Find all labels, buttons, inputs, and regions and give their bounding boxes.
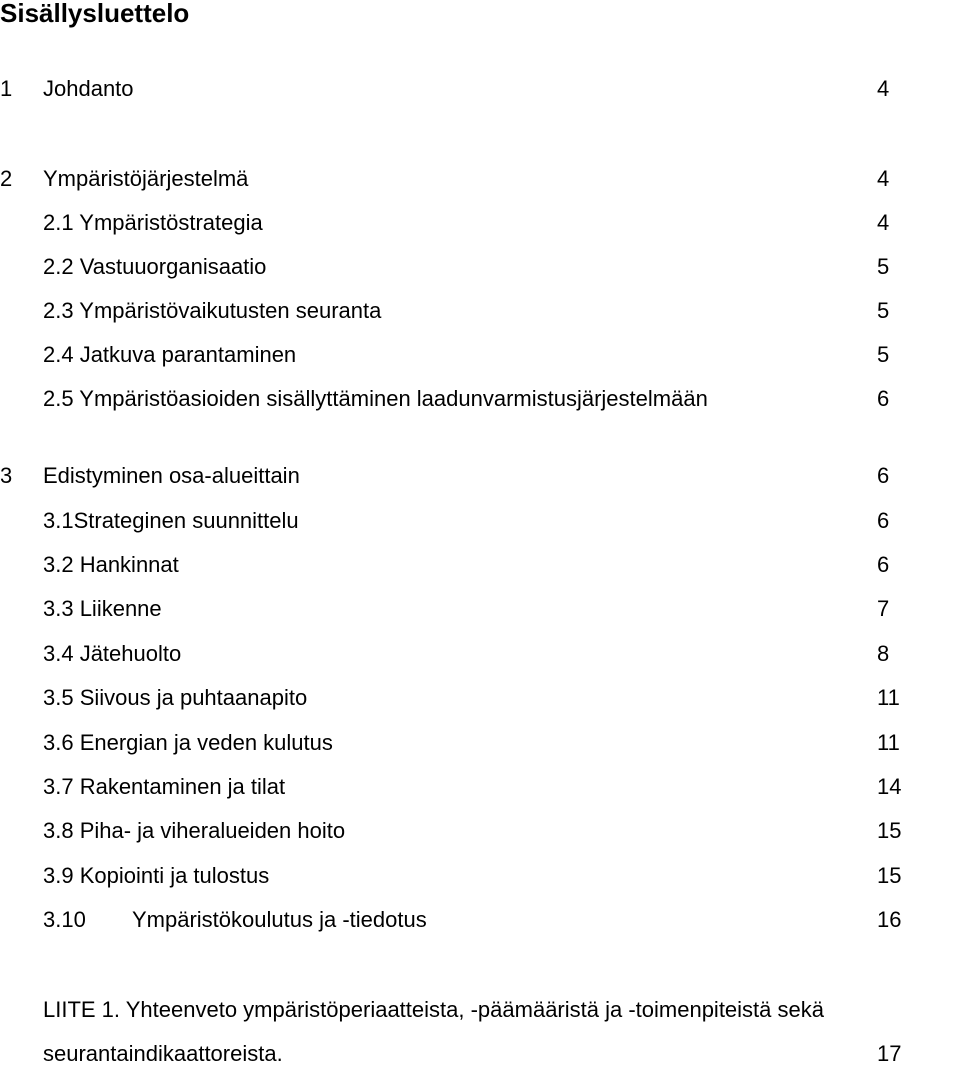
toc-entry-number: 3.10: [43, 907, 86, 932]
toc-entry-page: 15: [877, 863, 902, 888]
toc-entry-label: Edistyminen osa-alueittain: [43, 463, 300, 488]
toc-entry-number: 1: [0, 76, 13, 101]
toc-entry-label: Ympäristöjärjestelmä: [43, 166, 249, 191]
toc-entry-label: 3.7 Rakentaminen ja tilat: [43, 774, 286, 799]
toc-entry-3-7[interactable]: [0, 772, 960, 802]
toc-entry-1[interactable]: [0, 74, 960, 104]
toc-entry-label: Ympäristökoulutus ja -tiedotus: [132, 907, 427, 932]
appendix-line-2: seurantaindikaattoreista.: [43, 1041, 283, 1066]
toc-entry-label: 3.4 Jätehuolto: [43, 641, 182, 666]
toc-entry-number: 3: [0, 463, 13, 488]
toc-entry-3-6[interactable]: [0, 728, 960, 758]
toc-entry-page: 6: [877, 508, 890, 533]
toc-entry-2-2[interactable]: [0, 252, 960, 282]
toc-entry-2-3[interactable]: [0, 296, 960, 326]
toc-entry-3-8[interactable]: [0, 816, 960, 846]
toc-entry-label: 2.1 Ympäristöstrategia: [43, 210, 263, 235]
toc-entry-page: 4: [877, 76, 890, 101]
toc-entry-page: 16: [877, 907, 902, 932]
toc-entry-label: 3.8 Piha- ja viheralueiden hoito: [43, 818, 346, 843]
toc-entry-label: Johdanto: [43, 76, 134, 101]
toc-entry-2-1[interactable]: [0, 208, 960, 238]
toc-entry-page: 17: [877, 1041, 902, 1066]
toc-entry-label: 3.6 Energian ja veden kulutus: [43, 730, 333, 755]
toc-entry-label: 2.3 Ympäristövaikutusten seuranta: [43, 298, 382, 323]
appendix-line-1: LIITE 1. Yhteenveto ympäristöperiaatteista, -päämääristä ja -toimenpiteistä sekä: [43, 997, 824, 1022]
toc-entry-label: 3.9 Kopiointi ja tulostus: [43, 863, 270, 888]
toc-entry-3-10[interactable]: [0, 905, 960, 935]
toc-entry-number: 2: [0, 166, 13, 191]
toc-entry-page: 5: [877, 254, 890, 279]
toc-entry-3-2[interactable]: [0, 550, 960, 580]
toc-entry-3-3[interactable]: [0, 594, 960, 624]
toc-entry-page: 14: [877, 774, 902, 799]
toc-entry-label: 3.1Strateginen suunnittelu: [43, 508, 299, 533]
page-title: Sisällysluettelo: [0, 0, 190, 28]
toc-entry-2-5[interactable]: [0, 384, 960, 414]
toc-entry-label: 2.5 Ympäristöasioiden sisällyttäminen laadunvarmistusjärjestelmään: [43, 386, 708, 411]
toc-entry-3-9[interactable]: [0, 861, 960, 891]
toc-entry-page: 15: [877, 818, 902, 843]
toc-entry-page: 11: [877, 685, 900, 710]
toc-entry-page: 7: [877, 596, 890, 621]
toc-entry-page: 5: [877, 298, 890, 323]
toc-entry-2-4[interactable]: [0, 340, 960, 370]
toc-entry-3-5[interactable]: [0, 683, 960, 713]
toc-entry-3-1[interactable]: [0, 506, 960, 536]
toc-entry-label: 3.2 Hankinnat: [43, 552, 179, 577]
toc-entry-2[interactable]: [0, 164, 960, 194]
toc-entry-page: 6: [877, 552, 890, 577]
toc-entry-label: 3.3 Liikenne: [43, 596, 162, 621]
toc-entry-page: 6: [877, 463, 890, 488]
toc-entry-page: 6: [877, 386, 890, 411]
toc-entry-label: 3.5 Siivous ja puhtaanapito: [43, 685, 308, 710]
toc-entry-page: 8: [877, 641, 890, 666]
toc-entry-page: 11: [877, 730, 900, 755]
toc-entry-3[interactable]: [0, 461, 960, 491]
toc-entry-label: 2.4 Jatkuva parantaminen: [43, 342, 297, 367]
toc-entry-3-4[interactable]: [0, 639, 960, 669]
toc-entry-page: 4: [877, 166, 890, 191]
toc-entry-page: 5: [877, 342, 890, 367]
toc-entry-page: 4: [877, 210, 890, 235]
toc-entry-label: 2.2 Vastuuorganisaatio: [43, 254, 267, 279]
